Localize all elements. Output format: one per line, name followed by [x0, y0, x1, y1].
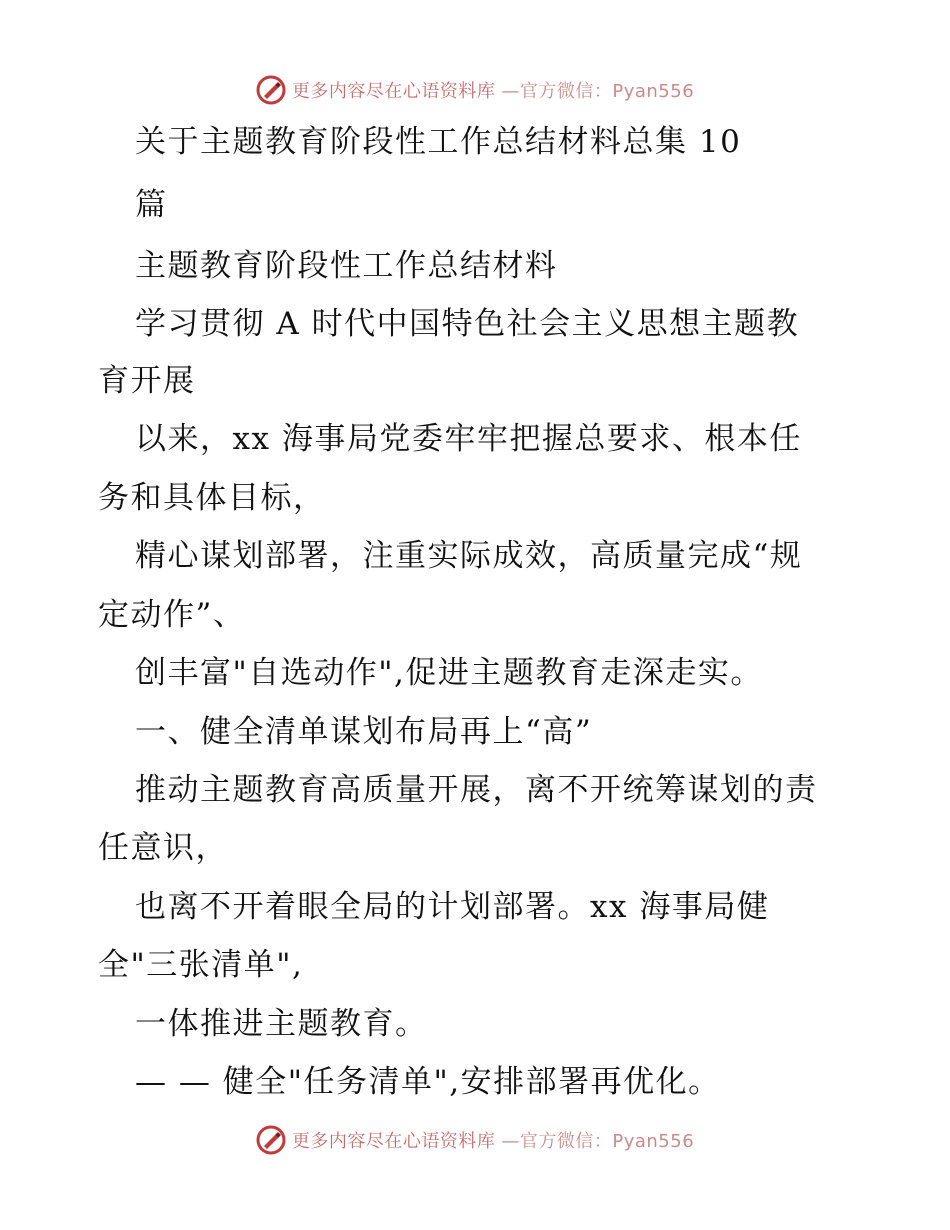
doc-line: — — 健全"任务清单",安排部署再优化。	[135, 1064, 721, 1100]
doc-line: 一体推进主题教育。	[135, 1006, 428, 1042]
doc-line: 定动作”、	[98, 597, 246, 633]
watermark-site-text: 更多内容尽在心语资料库	[291, 81, 496, 102]
doc-line: 精心谋划部署，注重实际成效，高质量完成“规	[135, 538, 803, 574]
doc-line: 篇	[135, 187, 168, 223]
pen-logo-icon	[256, 1125, 286, 1155]
watermark-site-text: 更多内容尽在心语资料库	[291, 1131, 496, 1152]
watermark-header	[0, 72, 950, 108]
doc-line: 全"三张清单",	[98, 947, 304, 983]
doc-line: 创丰富"自选动作",促进主题教育走深走实。	[135, 655, 763, 691]
watermark-footer	[0, 1122, 950, 1158]
doc-line: 学习贯彻 A 时代中国特色社会主义思想主题教	[135, 306, 800, 342]
doc-line: 也离不开着眼全局的计划部署。xx 海事局健	[135, 889, 770, 925]
doc-line: 推动主题教育高质量开展，离不开统筹谋划的责	[135, 772, 818, 808]
doc-line: 以来，xx 海事局党委牢牢把握总要求、根本任	[135, 421, 802, 457]
watermark-official-text: —官方微信：Pyan556	[501, 1131, 695, 1152]
doc-line: 一、健全清单谋划布局再上“高”	[135, 714, 593, 750]
doc-line: 关于主题教育阶段性工作总结材料总集 10	[135, 124, 742, 160]
doc-line: 务和具体目标，	[98, 480, 326, 516]
watermark-official-text: —官方微信：Pyan556	[501, 81, 695, 102]
doc-line: 任意识，	[98, 830, 228, 866]
doc-line: 育开展	[98, 363, 196, 399]
doc-line: 主题教育阶段性工作总结材料	[135, 248, 558, 284]
pen-logo-icon	[256, 75, 286, 105]
